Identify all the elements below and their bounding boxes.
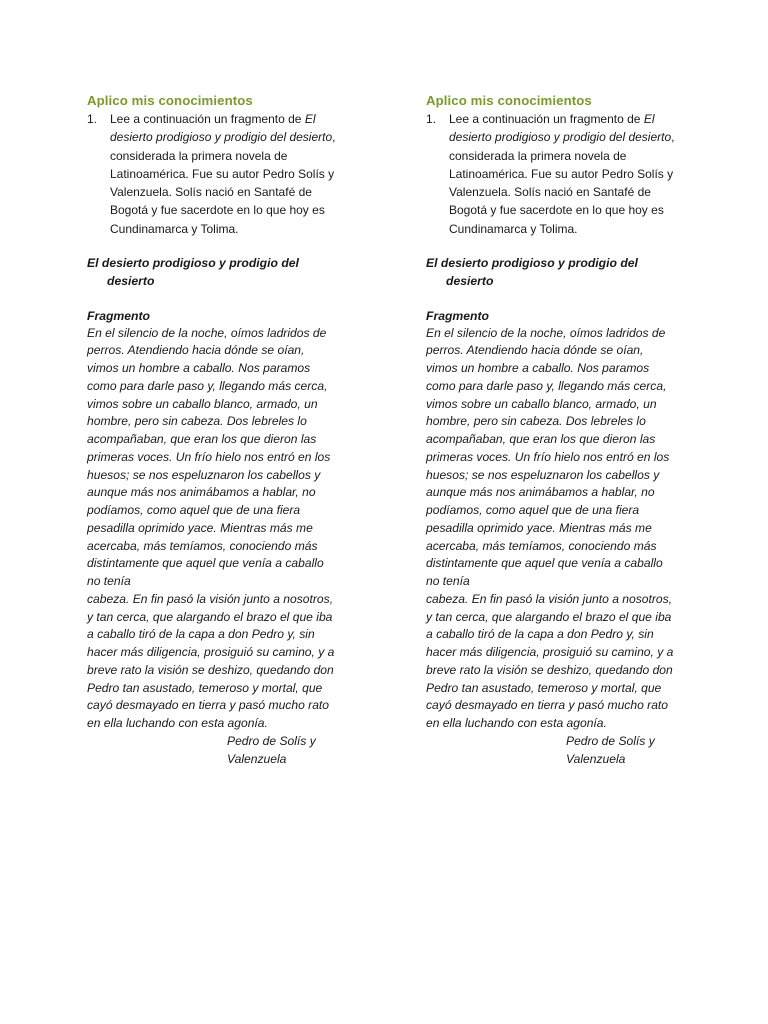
fragment-line: pesadilla oprimido yace. Mientras más me bbox=[87, 520, 313, 535]
work-title-line1: El desierto prodigioso y prodigio del bbox=[87, 256, 299, 271]
work-title bbox=[87, 254, 317, 291]
item-number: 1. bbox=[426, 112, 437, 126]
fragment-line: huesos; se nos espeluznaron los cabellos y bbox=[87, 467, 321, 482]
fragment-line: hombre, pero sin cabeza. Dos lebreles lo bbox=[87, 414, 307, 429]
fragment-text bbox=[87, 325, 359, 733]
fragment-line: como para darle paso y, llegando más cerca, bbox=[426, 378, 667, 393]
fragment-line: aunque más nos animábamos a hablar, no bbox=[426, 485, 655, 500]
fragment-line: primeras voces. Un frío hielo nos entró en los bbox=[87, 449, 331, 464]
fragment-line: en ella luchando con esta agonía. bbox=[87, 716, 268, 731]
fragment-line: no tenía bbox=[426, 574, 470, 589]
fragment-line: como para darle paso y, llegando más cerca, bbox=[87, 378, 328, 393]
fragment-line: acercaba, más temíamos, conociendo más bbox=[426, 538, 657, 553]
work-title-line2: desierto bbox=[107, 274, 155, 289]
fragment-line: cabeza. En fin pasó la visión junto a nosotros, bbox=[87, 591, 334, 606]
fragment-line: breve rato la visión se deshizo, quedando don bbox=[426, 662, 673, 677]
fragment-line: acompañaban, que eran los que dieron las bbox=[87, 432, 317, 447]
fragment-line: a caballo tiró de la capa a don Pedro y, sin bbox=[426, 627, 654, 642]
fragment-line: vimos un hombre a caballo. Nos paramos bbox=[426, 361, 650, 376]
fragment-line: cayó desmayado en tierra y pasó mucho rato bbox=[426, 698, 669, 713]
fragment-line: distintamente que aquel que venía a caballo bbox=[87, 556, 324, 571]
author-line2: Valenzuela bbox=[566, 751, 626, 766]
author-signature bbox=[87, 733, 359, 769]
fragment-line: distintamente que aquel que venía a caballo bbox=[426, 556, 663, 571]
fragment-text bbox=[426, 325, 698, 733]
fragment-line: Pedro tan asustado, temeroso y mortal, que bbox=[426, 680, 662, 695]
instruction-item bbox=[426, 110, 689, 238]
work-title bbox=[426, 254, 656, 291]
item-italic-title: El desierto prodigioso y prodigio del desierto bbox=[449, 112, 672, 145]
item-text-after: , considerada la primera novela de Latinoamérica. Fue su autor Pedro Solís y Valenzuela. Solís nació en Santafé de Bogotá y fue sacerdote en lo que hoy es Cundinamarca y Tolima. bbox=[449, 130, 675, 236]
item-text-after: , considerada la primera novela de Latinoamérica. Fue su autor Pedro Solís y Valenzuela. Solís nació en Santafé de Bogotá y fue sacerdote en lo que hoy es Cundinamarca y Tolima. bbox=[110, 130, 336, 236]
work-title-line1: El desierto prodigioso y prodigio del bbox=[426, 256, 638, 271]
fragment-line: podíamos, como aquel que de una fiera bbox=[87, 503, 301, 518]
work-title-line2: desierto bbox=[446, 274, 494, 289]
author-signature bbox=[426, 733, 698, 769]
author-line1: Pedro de Solís y bbox=[566, 733, 655, 748]
fragment-line: acompañaban, que eran los que dieron las bbox=[426, 432, 656, 447]
fragment-line: vimos sobre un caballo blanco, armado, un bbox=[87, 396, 318, 411]
section-heading: Aplico mis conocimientos bbox=[87, 93, 253, 108]
author-line1: Pedro de Solís y bbox=[227, 733, 316, 748]
fragment-line: primeras voces. Un frío hielo nos entró en los bbox=[426, 449, 670, 464]
item-italic-title: El desierto prodigioso y prodigio del desierto bbox=[110, 112, 333, 145]
fragment-line: perros. Atendiendo hacia dónde se oían, bbox=[426, 343, 644, 358]
author-line2: Valenzuela bbox=[227, 751, 287, 766]
fragment-line: vimos un hombre a caballo. Nos paramos bbox=[87, 361, 311, 376]
item-number: 1. bbox=[87, 112, 98, 126]
item-text-before: Lee a continuación un fragmento de bbox=[449, 112, 644, 126]
fragment-line: huesos; se nos espeluznaron los cabellos y bbox=[426, 467, 660, 482]
fragment-line: vimos sobre un caballo blanco, armado, un bbox=[426, 396, 657, 411]
instruction-item bbox=[87, 110, 350, 238]
fragment-line: acercaba, más temíamos, conociendo más bbox=[87, 538, 318, 553]
left-column bbox=[87, 92, 359, 768]
section-heading: Aplico mis conocimientos bbox=[426, 93, 592, 108]
fragment-label: Fragmento bbox=[426, 308, 489, 323]
fragment-line: Pedro tan asustado, temeroso y mortal, que bbox=[87, 680, 323, 695]
fragment-line: hacer más diligencia, prosiguió su camino, y a bbox=[426, 645, 674, 660]
fragment-line: a caballo tiró de la capa a don Pedro y, sin bbox=[87, 627, 315, 642]
right-column bbox=[426, 92, 698, 768]
fragment-line: perros. Atendiendo hacia dónde se oían, bbox=[87, 343, 305, 358]
fragment-line: breve rato la visión se deshizo, quedando don bbox=[87, 662, 334, 677]
fragment-line: pesadilla oprimido yace. Mientras más me bbox=[426, 520, 652, 535]
fragment-line: aunque más nos animábamos a hablar, no bbox=[87, 485, 316, 500]
fragment-line: podíamos, como aquel que de una fiera bbox=[426, 503, 640, 518]
fragment-line: hacer más diligencia, prosiguió su camino, y a bbox=[87, 645, 335, 660]
item-text-before: Lee a continuación un fragmento de bbox=[110, 112, 305, 126]
fragment-line: cayó desmayado en tierra y pasó mucho rato bbox=[87, 698, 330, 713]
fragment-line: cabeza. En fin pasó la visión junto a nosotros, bbox=[426, 591, 673, 606]
fragment-line: en ella luchando con esta agonía. bbox=[426, 716, 607, 731]
fragment-label: Fragmento bbox=[87, 308, 150, 323]
fragment-line: hombre, pero sin cabeza. Dos lebreles lo bbox=[426, 414, 646, 429]
fragment-line: y tan cerca, que alargando el brazo el que iba bbox=[426, 609, 672, 624]
fragment-line: En el silencio de la noche, oímos ladridos de bbox=[87, 325, 327, 340]
fragment-line: y tan cerca, que alargando el brazo el que iba bbox=[87, 609, 333, 624]
fragment-line: no tenía bbox=[87, 574, 131, 589]
fragment-line: En el silencio de la noche, oímos ladridos de bbox=[426, 325, 666, 340]
